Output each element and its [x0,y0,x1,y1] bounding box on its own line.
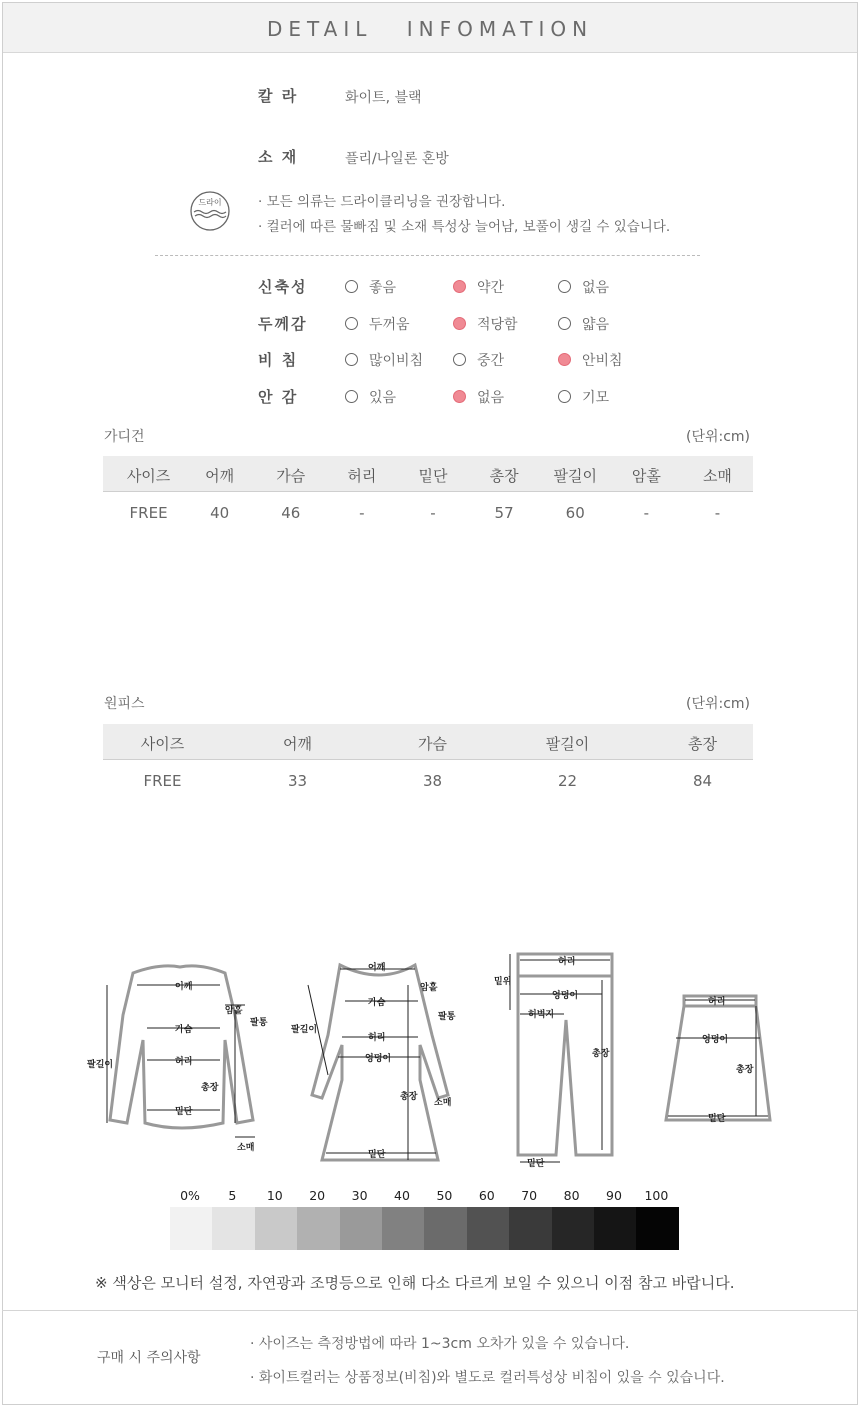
grayscale-swatch [212,1207,255,1250]
dress-hip-label: 엉덩이 [365,1054,392,1064]
property-radio [558,353,571,366]
dress-cuff-label: 소매 [434,1098,452,1108]
pants-waist-label: 허리 [558,957,576,967]
grayscale-label: 80 [563,1188,580,1203]
cardigan-table-title: 가디건 [104,429,145,445]
property-label: 두께감 [258,315,308,333]
pants-rise-label: 밑위 [494,977,512,987]
table-header-cell: 소매 [702,467,732,485]
property-option-label: 있음 [369,390,397,406]
skirt-hem-label: 밑단 [708,1114,726,1124]
property-option-label: 많이비침 [369,353,424,369]
table-header-cell: 팔길이 [553,467,597,485]
grayscale-label: 60 [478,1188,495,1203]
property-radio [345,390,358,403]
property-radio [558,390,571,403]
property-option-label: 기모 [582,390,610,406]
property-option-label: 좋음 [369,280,397,296]
property-label: 안 감 [258,388,299,406]
table-cell: 40 [210,504,230,522]
dress-table-title: 원피스 [104,696,145,712]
grayscale-swatch [382,1207,425,1250]
color-value: 화이트, 블랙 [345,90,422,106]
grayscale-label: 20 [309,1188,326,1203]
property-label: 비 침 [258,351,299,369]
property-radio [453,317,466,330]
grayscale-swatch [340,1207,383,1250]
top-sleeve-width-label: 팔통 [250,1018,268,1028]
dress-table-unit: (단위:cm) [686,696,751,712]
grayscale-label: 40 [394,1188,410,1203]
grayscale-label: 90 [606,1188,622,1203]
property-radio [453,353,466,366]
grayscale-swatch [467,1207,510,1250]
top-chest-label: 가슴 [175,1025,193,1035]
dress-length-label: 총장 [400,1092,418,1102]
top-length-label: 총장 [201,1083,219,1093]
table-cell: 60 [565,504,585,522]
color-notice: ※ 색상은 모니터 설정, 자연광과 조명등으로 인해 다소 다르게 보일 수 있으니 이점 참고 바랍니다. [95,1274,735,1292]
table-cell: - [643,504,650,522]
grayscale-label: 5 [228,1188,237,1203]
table-header-cell: 가슴 [276,467,306,485]
table-cell: 84 [692,772,713,790]
property-radio [453,390,466,403]
table-cell: - [430,504,436,522]
table-header-cell: 가슴 [418,735,447,753]
dress-armhole-label: 암홀 [420,983,438,993]
table-cell: 46 [281,504,301,522]
grayscale-swatch [170,1207,213,1250]
table-cell: - [714,504,721,522]
pants-length-label: 총장 [592,1049,610,1059]
table-header-cell: 밑단 [418,467,448,485]
top-hem-label: 밑단 [175,1107,193,1117]
skirt-waist-label: 허리 [708,997,726,1007]
material-value: 플리/나일론 혼방 [345,151,449,167]
color-label: 칼 라 [258,87,299,105]
top-cuff-label: 소매 [237,1143,255,1153]
caution-item-1: · 사이즈는 측정방법에 따라 1~3cm 오차가 있을 수 있습니다. [250,1336,630,1352]
skirt-hip-label: 엉덩이 [702,1035,729,1045]
table-cell: 38 [422,772,443,790]
property-radio [345,317,358,330]
property-radio [453,280,466,293]
table-header-cell: 사이즈 [140,735,185,753]
dashed-divider [155,255,700,256]
grayscale-label: 30 [351,1188,368,1203]
property-option-label: 적당함 [477,317,518,333]
grayscale-swatch [594,1207,637,1250]
table-header-cell: 사이즈 [126,467,171,485]
table-cell: 33 [287,772,308,790]
care-note-1: · 모든 의류는 드라이클리닝을 권장합니다. [258,194,506,210]
material-label: 소 재 [258,148,299,166]
dry-clean-icon-text: 드라이 [198,198,222,207]
top-measure-diagram [85,955,275,1160]
skirt-length-label: 총장 [736,1065,754,1075]
table-cell: FREE [129,504,168,522]
table-header-cell: 어깨 [205,467,235,485]
dress-hem-label: 밑단 [368,1150,386,1160]
top-shoulder-label: 어깨 [175,982,193,992]
table-cell: 57 [494,504,514,522]
pants-thigh-label: 허벅지 [528,1010,555,1020]
dress-chest-label: 가슴 [368,998,386,1008]
caution-divider [2,1310,858,1311]
property-option-label: 없음 [477,390,505,406]
grayscale-swatch [297,1207,340,1250]
grayscale-swatch [552,1207,595,1250]
dress-shoulder-label: 어깨 [368,963,386,973]
header-title: DETAIL INFOMATION [266,17,594,41]
property-option-label: 중간 [477,353,505,369]
property-radio [345,280,358,293]
table-header-cell: 허리 [347,467,377,485]
dress-waist-label: 허리 [368,1033,386,1043]
header-band [3,3,857,53]
property-label: 신축성 [258,278,308,296]
grayscale-label: 10 [266,1188,283,1203]
property-option-label: 약간 [477,280,505,296]
dress-sleeve-width-label: 팔통 [438,1012,456,1022]
property-option-label: 두꺼움 [369,317,410,333]
table-cell: 22 [557,772,578,790]
dress-sleeve-length-label: 팔길이 [291,1025,318,1035]
grayscale-label: 0% [180,1188,200,1203]
grayscale-label: 70 [521,1188,538,1203]
caution-item-2: · 화이트컬러는 상품정보(비침)와 별도로 컬러특성상 비침이 있을 수 있습니다. [250,1370,725,1386]
property-radio [345,353,358,366]
grayscale-swatch [509,1207,552,1250]
grayscale-swatch [636,1207,679,1250]
skirt-diagram-labels [702,995,754,1124]
pants-measure-diagram [490,950,620,1172]
table-header-cell: 팔길이 [545,735,590,753]
table-header-cell: 총장 [489,467,519,485]
dry-clean-icon [189,190,231,232]
pants-hem-label: 밑단 [527,1159,545,1169]
property-radio [558,317,571,330]
caution-title: 구매 시 주의사항 [97,1350,201,1366]
table-cell: FREE [143,772,182,790]
care-note-2: · 컬러에 따른 물빠짐 및 소재 특성상 늘어남, 보풀이 생길 수 있습니다. [258,219,671,235]
cardigan-table-unit: (단위:cm) [686,429,751,445]
property-radio [558,280,571,293]
top-sleeve-length-label: 팔길이 [87,1060,114,1070]
table-header-cell: 어깨 [283,735,312,753]
top-armhole-label: 암홀 [225,1006,243,1016]
skirt-measure-diagram [660,990,780,1130]
grayscale-label: 100 [644,1188,669,1203]
pants-hip-label: 엉덩이 [552,991,579,1001]
table-header-cell: 총장 [688,735,717,753]
grayscale-swatch [424,1207,467,1250]
property-option-label: 얇음 [582,317,610,333]
dress-measure-diagram [290,955,470,1165]
table-cell: - [359,504,365,522]
table-header-cell: 암홀 [631,467,661,485]
property-option-label: 없음 [582,280,610,296]
pants-diagram-labels [494,955,610,1169]
grayscale-label: 50 [436,1188,453,1203]
grayscale-swatch [255,1207,298,1250]
property-option-label: 안비침 [582,353,623,369]
top-waist-label: 허리 [175,1057,193,1067]
